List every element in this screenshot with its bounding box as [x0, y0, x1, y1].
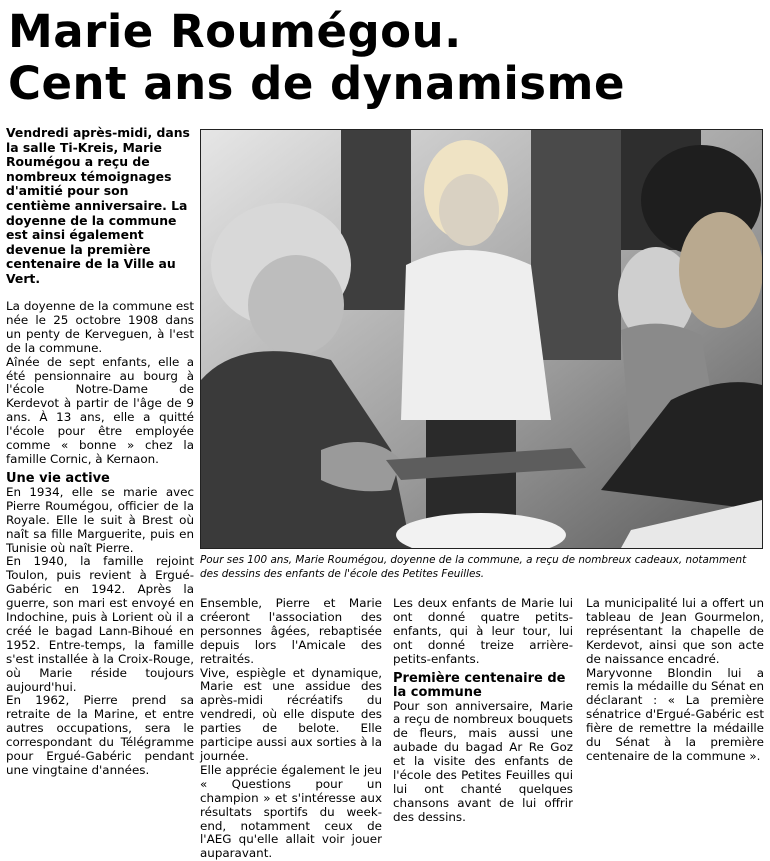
paragraph: Vive, espiègle et dynamique, Marie est une assidue des après-midi récréatifs du vendredi, où elle dispute des parties de belote. Elle participe aussi aux sorties à la journée. — [200, 665, 382, 763]
article-column-3 — [393, 597, 573, 825]
photo-illustration — [201, 130, 762, 548]
article-column-4 — [586, 597, 764, 764]
paragraph: En 1940, la famille rejoint Toulon, puis revient à Ergué-Gabéric en 1942. Après la guerre, son mari est envoyé en Indochine, puis à Lorient où il a créé le bagad Lann-Bihoué en 1952. Entre-temps, la famille s'est installée à la Croix-Rouge, où Marie réside toujours aujourd'hui. — [6, 554, 194, 694]
article-column-1 — [6, 300, 194, 778]
article-column-2 — [200, 597, 382, 861]
intro-lede: Vendredi après-midi, dans la salle Ti-Kreis, Marie Roumégou a reçu de nombreux témoignages d'amitié pour son centième anniversaire. La doyenne de la commune est ainsi également devenue la première centenaire de la Ville au Vert. — [6, 125, 190, 286]
paragraph: Ensemble, Pierre et Marie créeront l'association des personnes âgées, rebaptisée depuis lors l'Amicale des retraités. — [200, 596, 382, 666]
paragraph: Elle apprécie également le jeu « Questions pour un champion » et s'intéresse aux résultats sportifs du week-end, notamment ceux de l'AEG qu'elle allait voir jouer auparavant. — [200, 762, 382, 861]
paragraph: Maryvonne Blondin lui a remis la médaille du Sénat en déclarant : « La première sénatrice d'Ergué-Gabéric est fière de remettre la médaille du Sénat à la première centenaire de la commune ». — [586, 665, 764, 763]
photo-caption: Pour ses 100 ans, Marie Roumégou, doyenne de la commune, a reçu de nombreux cadeaux, notamment des dessins des enfants de l'école des Petites Feuilles. — [200, 554, 747, 580]
paragraph: Pour son anniversaire, Marie a reçu de nombreux bouquets de fleurs, mais aussi une aubade du bagad Ar Re Goz et la visite des enfants de l'école des Petites Feuilles qui lui ont chanté quelques chansons avant de lui offrir des dessins. — [393, 698, 573, 824]
paragraph: En 1934, elle se marie avec Pierre Roumégou, officier de la Royale. Elle le suit à Brest où naît sa fille Marguerite, puis en Tunisie où naît Pierre. — [6, 484, 194, 555]
subhead-premiere-centenaire: Première centenaire de la commune — [393, 670, 566, 700]
article-photo — [200, 129, 763, 549]
headline — [8, 6, 768, 110]
paragraph: Aînée de sept enfants, elle a été pensionnaire au bourg à l'école Notre-Dame de Kerdevot à partir de l'âge de 9 ans. À 13 ans, elle a quitté l'école pour être employée comme « bonne » chez la famille Cornic, à Kernaon. — [6, 354, 194, 466]
paragraph: En 1962, Pierre prend sa retraite de la Marine, et entre autres occupations, sera le correspondant du Télégramme pour Ergué-Gabéric pendant une vingtaine d'années. — [6, 693, 194, 777]
paragraph: La municipalité lui a offert un tableau de Jean Gourmelon, représentant la chapelle de Kerdevot, ainsi que son acte de naissance encadré. — [586, 596, 764, 666]
headline-line-2: Cent ans de dynamisme — [8, 57, 625, 110]
headline-line-1: Marie Roumégou. — [8, 5, 462, 58]
paragraph: La doyenne de la commune est née le 25 octobre 1908 dans un penty de Kerveguen, à l'est de la commune. — [6, 299, 194, 355]
paragraph: Les deux enfants de Marie lui ont donné quatre petits-enfants, qui à leur tour, lui ont donné treize arrière-petits-enfants. — [393, 596, 573, 666]
subhead-une-vie-active: Une vie active — [6, 470, 110, 486]
